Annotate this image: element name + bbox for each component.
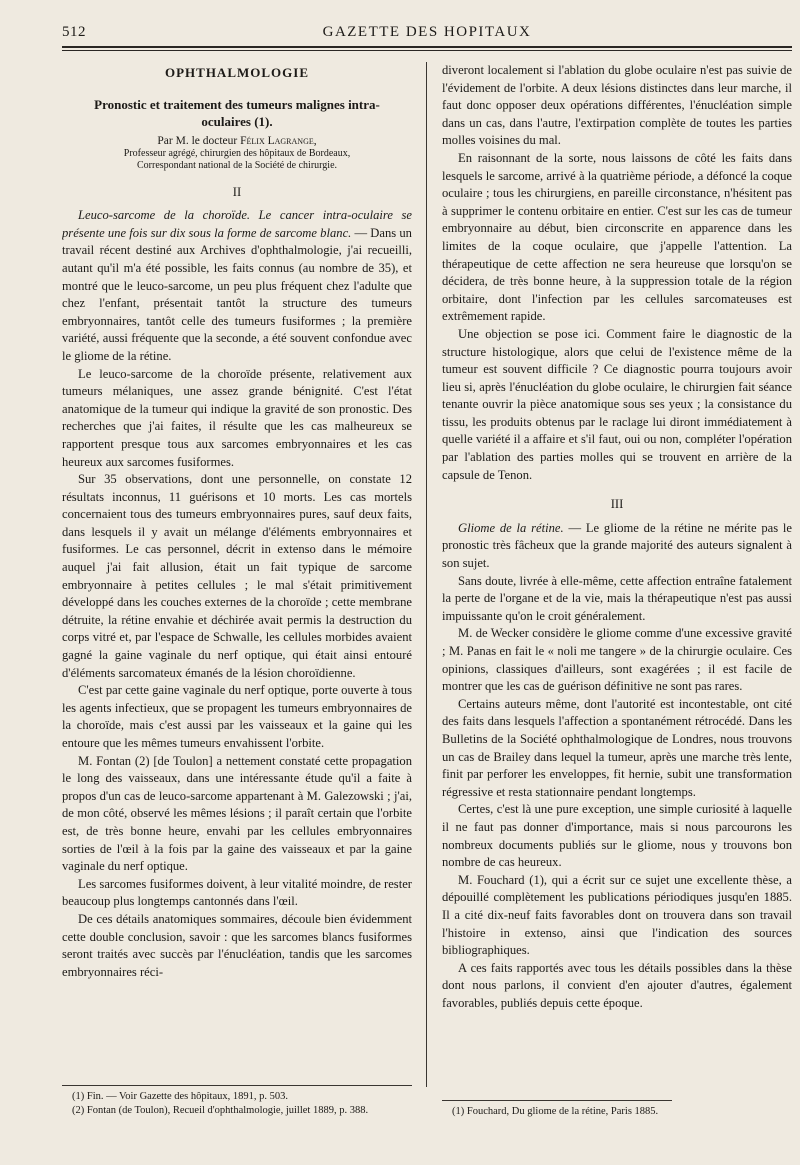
footnote-rule: [442, 1100, 672, 1101]
part-number-iii: III: [610, 497, 624, 512]
footnotes-right: [442, 1100, 792, 1119]
paragraph: C'est par cette gaine vaginale du nerf optique, porte ouverte à tous les agents infectieux, que se propagent les tumeurs embryonnaires de la choroïde, mais c'est aussi par les vaisseaux et la gaine qui les entoure que les mêmes tumeurs envahissent l'orbite.: [62, 683, 412, 750]
paragraph: Certes, c'est là une pure exception, une simple curiosité à laquelle il ne faut pas donner d'importance, mais si nous parcourons les nombreux documents publiés sur le gliome, nous y trouvons bon nombre de cas heureux.: [442, 802, 792, 870]
paragraph-text: — Le gliome de la rétine ne mérite pas le pronostic très fâcheux que la grande majorité des auteurs signalent à son sujet.: [442, 520, 792, 571]
paragraph: M. Fontan (2) [de Toulon] a nettement constaté cette propagation le long des vaisseaux, dans une intéressante étude qu'il a faite à propos d'un cas de leuco-sarcome appartenant à M. Galezowski ; j'ai, de mon côté, observé les mêmes lésions ; il paraît certain que l'orbite est, de très bonne heure, envahi par les cellules embryonnaires sorties de l'œil à la fois par la gaine des vaisseaux et par la gaine vaginale du nerf optique.: [62, 753, 412, 874]
part-number-ii: II: [232, 184, 242, 199]
footnote: (2) Fontan (de Toulon), Recueil d'ophthalmologie, juillet 1889, p. 388.: [72, 1105, 369, 1116]
paragraph: M. Fouchard (1), qui a écrit sur ce sujet une excellente thèse, a dépouillé complètement les publications périodiques jusqu'en 1885. Il a cité dix-neuf faits favorables dont on trouvera dans son travail l'histoire in extenso, ainsi que l'indication des sources bibliographiques.: [442, 872, 792, 958]
left-column: [62, 62, 412, 1072]
paragraph: En raisonnant de la sorte, nous laissons de côté les faits dans lesquels le sarcome, arrivé à la quatrième période, a défoncé la coque oculaire ; tous les chirurgiens, en pareille circonstance, n'hésitent pas à supprimer le contenu orbitaire en entier. C'est sur les cas de tumeur embryonnaire au début, bien circonscrite en apparence dans les limites de la coque oculaire, que j'appelle l'attention. La thérapeutique de cette affection ne sera heureuse que lorsqu'on se décidera, de très bonne heure, à la suppression totale de la région orbitaire, dont l'infection par les cellules sarcomateuses est extrêmement rapide.: [442, 150, 792, 324]
affiliation-line-2: Correspondant national de la Société de chirurgie.: [136, 159, 338, 171]
paragraph: Certains auteurs même, dont l'autorité est incontestable, ont cité des faits dans lesquels l'affection a spontanément rétrocédé. Dans les Bulletins de la Société ophthalmologique de Londres, nous trouvons un cas de Brailey dans lequel la tumeur, après une marche très lente, finit par perforer les enveloppes, fit hernie, subit une transformation régressive et resta stationnaire pendant longtemps.: [442, 696, 792, 799]
page-number: 512: [62, 24, 86, 40]
paragraph: [62, 207, 412, 365]
author-name: Félix Lagrange,: [240, 134, 317, 147]
paragraph: [442, 520, 792, 573]
paragraph: diveront localement si l'ablation du globe oculaire n'est pas suivie de l'évidement de l'orbite. A deux lésions distinctes dans leur marche, il faut donc opposer deux opérations différentes, l'énucléation simple dans un cas, dans l'autre, l'extirpation complète de toutes les parties molles voisines du mal.: [442, 63, 792, 148]
paragraph: Sur 35 observations, dont une personnelle, on constate 12 résultats inconnus, 11 guérisons et 10 morts. Les cas mortels concernaient tous des tumeurs embryonnaires pures, sauf deux faits, dans lesquels il y avait un mélange d'éléments embryonnaires et fusiformes. Le cas personnel, décrit in extenso dans le mémoire auquel j'ai fait allusion, était un fait typique de sarcome embryonnaire à petites cellules ; le mal s'était primitivement développé dans les couches externes de la choroïde ; cette membrane détruite, la rétine envahie et déchirée avait permis la destruction du corps vitré et, par l'espace de Schwalle, les cellules morbides avaient gagné la gaine vaginale du nerf optique, qui était ainsi entouré d'éléments sarcomateux émanés de la lésion choroïdienne.: [62, 472, 412, 680]
footnote: (1) Fouchard, Du gliome de la rétine, Paris 1885.: [452, 1106, 659, 1117]
paragraph: Les sarcomes fusiformes doivent, à leur vitalité moindre, de rester beaucoup plus longtemps cantonnés dans l'œil.: [62, 876, 412, 909]
footnotes-left: [62, 1085, 412, 1118]
article-title: Pronostic et traitement des tumeurs malignes intra-oculaires (1).: [94, 96, 380, 129]
header-rule: [62, 46, 792, 48]
byline-prefix: Par M. le docteur: [157, 134, 238, 147]
paragraph: De ces détails anatomiques sommaires, découle bien évidemment cette double conclusion, savoir : que les sarcomes blancs fusiformes seront traités avec succès par l'énucléation, tandis que les sarcomes embryonnaires réci-: [62, 911, 412, 979]
paragraph: M. de Wecker considère le gliome comme d'une excessive gravité ; M. Panas en fait le « noli me tangere » de la chirurgie oculaire. Ces opinions, classiques d'ailleurs, sont exagérées ; il est facile de montrer que les cas de guérison définitive ne sont pas rares.: [442, 626, 792, 694]
lead-in-ii: Leuco-sarcome de la choroïde. Le cancer intra-oculaire se présente une fois sur dix sous la forme de sarcome blanc.: [62, 208, 412, 240]
right-column: [442, 62, 792, 1087]
paragraph: Le leuco-sarcome de la choroïde présente, relativement aux tumeurs mélaniques, une assez grande bénignité. C'est l'état anatomique de la tumeur qui indique la gravité de son pronostic. Des recherches que j'ai faites, il résulte que les cas malheureux se rapportent presque tous aux sarcomes embryonnaires et les cas heureux aux sarcomes fusiformes.: [62, 366, 412, 469]
lead-in-iii: Gliome de la rétine.: [458, 520, 564, 535]
running-header: [62, 20, 792, 42]
affiliation-line-1: Professeur agrégé, chirurgien des hôpitaux de Bordeaux,: [123, 147, 351, 159]
byline: [62, 134, 412, 148]
paragraph: A ces faits rapportés avec tous les détails possibles dans la thèse dont nous parlons, il convient d'en ajouter d'autres, également favorables, publiés depuis cette époque.: [442, 960, 792, 1010]
paragraph: Une objection se pose ici. Comment faire le diagnostic de la structure histologique, alors que celui de l'existence même de la tumeur est souvent difficile ? Ce diagnostic pourra toujours avoir lieu si, après l'énucléation du globe oculaire, le chirurgien fait séance tenante ouvrir la pièce anatomique sous ses yeux ; la consistance du tissu, les produits obtenus par le raclage lui diront immédiatement à quelle variété il a affaire et s'il faut, oui ou non, compléter l'opération par l'ablation des parties molles qui se trouvent en arrière de la capsule de Tenon.: [442, 326, 792, 482]
paragraph-text: — Dans un travail récent destiné aux Archives d'ophthalmologie, j'ai recueilli, autant qu'il m'a été possible, les faits connus (au nombre de 35), et montré que le leuco-sarcome, un peu plus fréquent chez l'adulte que chez l'enfant, présentait tantôt la structure des tumeurs embryonnaires, tantôt celle des tumeurs fusiformes ; la première variété, aussi fréquente que la seconde, a été souvent confondue avec le gliome de la rétine.: [62, 225, 412, 363]
column-divider: [426, 62, 427, 1087]
header-rule-thin: [62, 50, 792, 51]
paragraph: Sans doute, livrée à elle-même, cette affection entraîne fatalement la perte de l'organe et de la vie, mais la thérapeutique n'est pas aussi impuissante qu'on le croit généralement.: [442, 573, 792, 623]
journal-title: GAZETTE DES HOPITAUX: [322, 24, 532, 40]
footnote-rule: [62, 1085, 412, 1086]
section-heading: OPHTHALMOLOGIE: [164, 65, 309, 80]
footnote: (1) Fin. — Voir Gazette des hôpitaux, 1891, p. 503.: [72, 1091, 289, 1102]
